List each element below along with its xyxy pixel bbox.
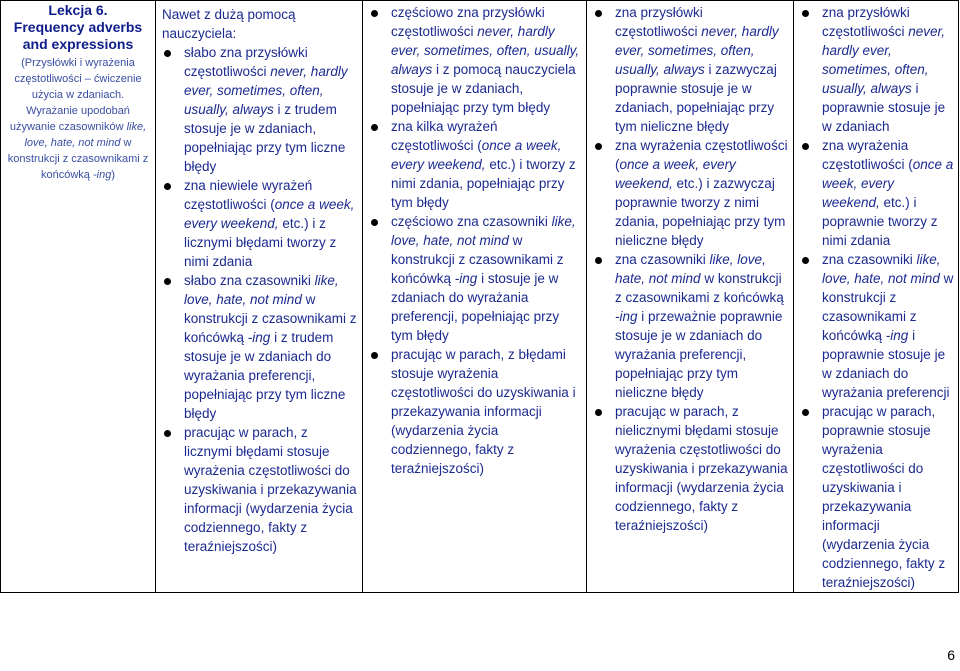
bullet-icon: [595, 143, 602, 150]
criteria-item: [800, 250, 954, 402]
criteria-item: [369, 117, 582, 212]
bullet-icon: [802, 10, 809, 17]
criteria-item: [593, 3, 789, 136]
criteria-item: [593, 402, 789, 535]
grade-column-3: [587, 1, 794, 593]
criteria-text: zna wyrażenia częstotliwości (once a week, every weekend, etc.) i zazwyczaj poprawnie tworzy z nimi zdania, popełniając przy tym nieliczne błędy: [615, 138, 788, 248]
bullet-icon: [164, 430, 171, 437]
criteria-item: [800, 136, 954, 250]
criteria-text: pracując w parach, poprawnie stosuje wyrażenia częstotliwości do uzyskiwania i przekazywania informacji (wydarzenia życia codziennego, fakty z teraźniejszości): [822, 404, 946, 590]
lesson-title: Frequency adverbs and expressions: [13, 19, 143, 52]
bullet-icon: [802, 409, 809, 416]
criteria-text: zna czasowniki like, love, hate, not mind w konstrukcji z czasownikami z końcówką -ing i przeważnie poprawnie stosuje je w zdaniach do wyrażania preferencji, popełniając przy tym nieliczne błędy: [615, 252, 784, 400]
grade-column-4: [794, 1, 959, 593]
bullet-icon: [164, 50, 171, 57]
bullet-icon: [595, 10, 602, 17]
criteria-list: [593, 3, 789, 535]
bullet-icon: [371, 10, 378, 17]
table-row: [1, 1, 959, 593]
criteria-item: [593, 250, 789, 402]
bullet-icon: [371, 352, 378, 359]
criteria-item: [800, 3, 954, 136]
bullet-icon: [371, 124, 378, 131]
criteria-text: pracując w parach, z nielicznymi błędami stosuje wyrażenia częstotliwości do uzyskiwania i przekazywania informacji (wydarzenia życia codziennego, fakty z teraźniejszości): [615, 404, 788, 533]
criteria-text: zna przysłówki częstotliwości never, hardly ever, sometimes, often, usually, always i poprawnie stosuje je w zdaniach: [822, 5, 946, 134]
criteria-list: [800, 3, 954, 592]
criteria-text: zna kilka wyrażeń częstotliwości (once a week, every weekend, etc.) i tworzy z nimi zdania, popełniając przy tym błędy: [391, 119, 576, 210]
criteria-item: [162, 176, 358, 271]
criteria-text: zna czasowniki like, love, hate, not mind w konstrukcji z czasownikami z końcówką -ing i poprawnie stosuje je w zdaniach do wyrażania preferencji: [822, 252, 954, 400]
criteria-item: [162, 423, 358, 556]
bullet-icon: [802, 143, 809, 150]
criteria-text: pracując w parach, z licznymi błędami stosuje wyrażenia częstotliwości do uzyskiwania i przekazywania informacji (wydarzenia życia codziennego, fakty z teraźniejszości): [184, 425, 357, 554]
criteria-item: [593, 136, 789, 250]
lesson-description: (Przysłówki i wyrażenia częstotliwości – ćwiczenie użycia w zdaniach. Wyrażanie upodobań używanie czasowników like, love, hate, not mind w konstrukcji z czasownikami z końcówką -ing): [7, 57, 149, 181]
criteria-item: [369, 3, 582, 117]
criteria-text: pracując w parach, z błędami stosuje wyrażenia częstotliwości do uzyskiwania i przekazywania informacji (wydarzenia życia codziennego, fakty z teraźniejszości): [391, 347, 576, 476]
criteria-item: [162, 43, 358, 176]
criteria-text: częściowo zna przysłówki częstotliwości never, hardly ever, sometimes, often, usually, always i z pomocą nauczyciela stosuje je w zdaniach, popełniając przy tym błędy: [391, 5, 580, 115]
criteria-text: zna niewiele wyrażeń częstotliwości (once a week, every weekend, etc.) i z licznymi błędami tworzy z nimi zdania: [184, 178, 355, 269]
criteria-item: [369, 345, 582, 478]
criteria-text: słabo zna przysłówki częstotliwości never, hardly ever, sometimes, often, usually, always i z trudem stosuje je w zdaniach, popełniając przy tym liczne błędy: [184, 45, 348, 174]
bullet-icon: [164, 278, 171, 285]
criteria-text: słabo zna czasowniki like, love, hate, not mind w konstrukcji z czasownikami z końcówką -ing i z trudem stosuje je w zdaniach do wyrażania preferencji, popełniając przy tym liczne błędy: [184, 273, 357, 421]
criteria-text: zna wyrażenia częstotliwości (once a week, every weekend, etc.) i poprawnie tworzy z nimi zdania: [822, 138, 954, 248]
criteria-list: [162, 43, 358, 556]
bullet-icon: [802, 257, 809, 264]
criteria-text: częściowo zna czasowniki like, love, hate, not mind w konstrukcji z czasownikami z końcówką -ing i stosuje je w zdaniach do wyrażania preferencji, popełniając przy tym błędy: [391, 214, 576, 343]
criteria-item: [800, 402, 954, 592]
lesson-cell: [1, 1, 156, 593]
bullet-icon: [371, 219, 378, 226]
column-intro: Nawet z dużą pomocą nauczyciela:: [162, 7, 296, 41]
bullet-icon: [164, 183, 171, 190]
bullet-icon: [595, 257, 602, 264]
criteria-text: zna przysłówki częstotliwości never, hardly ever, sometimes, often, usually, always i zazwyczaj poprawnie stosuje je w zdaniach, popełniając przy tym nieliczne błędy: [615, 5, 779, 134]
criteria-list: [369, 3, 582, 478]
grade-column-1: [156, 1, 363, 593]
page-number: 6: [947, 647, 955, 663]
grade-column-2: [363, 1, 587, 593]
bullet-icon: [595, 409, 602, 416]
criteria-item: [162, 271, 358, 423]
criteria-item: [369, 212, 582, 345]
lesson-number: Lekcja 6.: [48, 2, 108, 18]
